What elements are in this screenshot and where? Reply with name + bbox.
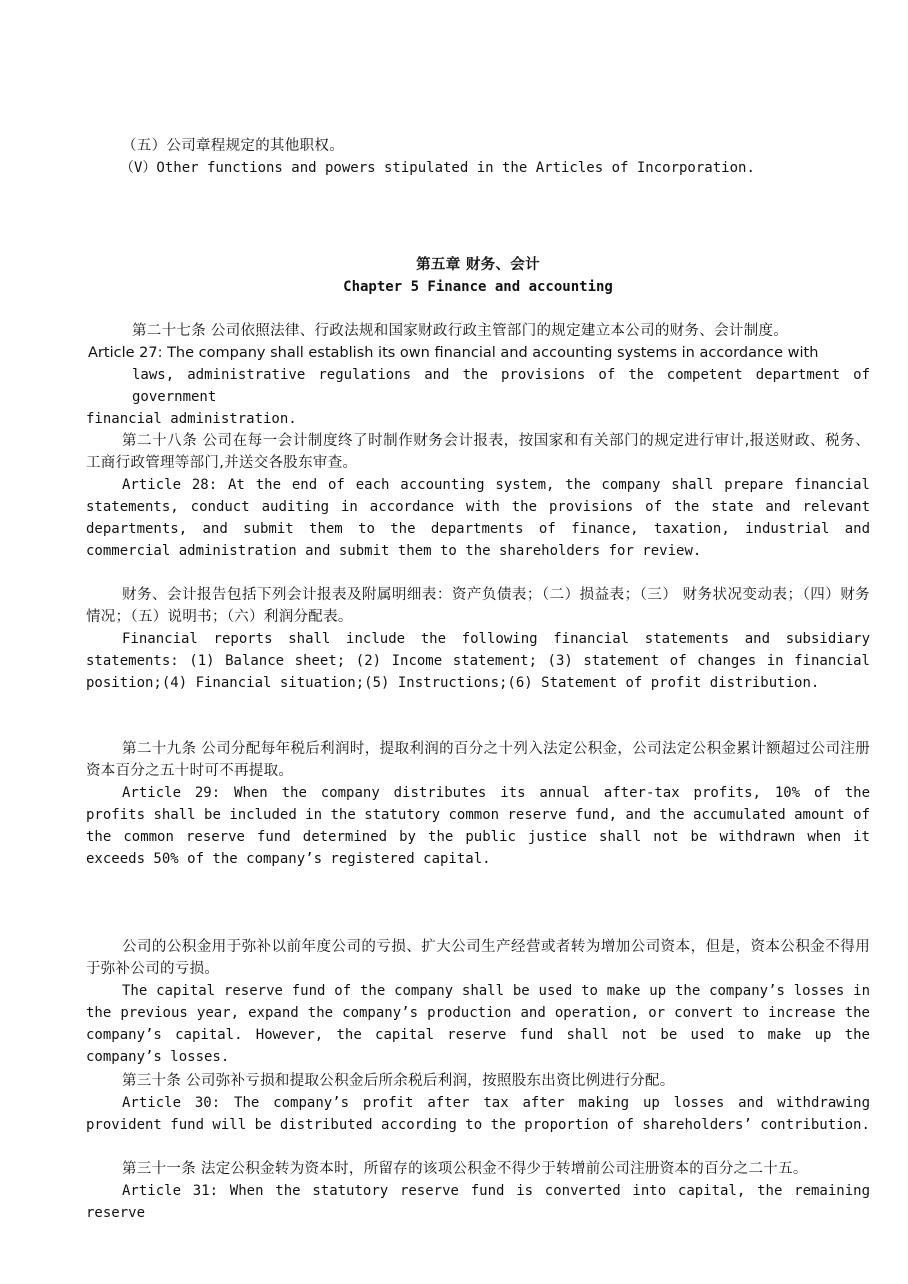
article-30-en: Article 30: The company’s profit after tax after making up losses and withdrawing provident fund will be distributed according to the proportion of shareholders’ contribution. (86, 1095, 870, 1133)
article-30 (86, 1070, 870, 1136)
article-28-en: Article 28: At the end of each accounting system, the company shall prepare financial statements, conduct auditing in accordance with the provisions of the state and relevant departments, and submit them to the departments of finance, taxation, industrial and commercial administration and submit them to the shareholders for review. (86, 477, 870, 559)
article-31-en: Article 31: When the statutory reserve fund is converted into capital, the remaining reserve (86, 1183, 870, 1221)
article-27-en-line1: Article 27: The company shall establish its own financial and accounting systems in accordance with (88, 345, 819, 361)
capital-reserve (86, 936, 870, 1068)
article-29 (86, 738, 870, 870)
article-30-cn: 第三十条 公司弥补亏损和提取公积金后所余税后利润，按照股东出资比例进行分配。 (122, 1073, 675, 1089)
article-28-cn: 第二十八条 公司在每一会计制度终了时制作财务会计报表，按国家和有关部门的规定进行审计,报送财政、税务、工商行政管理等部门,并送交各股东审查。 (86, 433, 870, 471)
article-27-cn: 第二十七条 公司依照法律、行政法规和国家财政行政主管部门的规定建立本公司的财务、会计制度。 (132, 323, 789, 339)
article-27-en-line2: laws, administrative regulations and the provisions of the competent department of government (132, 367, 870, 405)
chapter-title-cn: 第五章 财务、会计 (416, 257, 540, 273)
item-5-en: （V）Other functions and powers stipulated in the Articles of Incorporation. (120, 160, 755, 176)
article-31-cn: 第三十一条 法定公积金转为资本时，所留存的该项公积金不得少于转增前公司注册资本的百分之二十五。 (122, 1161, 808, 1177)
article-29-cn: 第二十九条 公司分配每年税后利润时，提取利润的百分之十列入法定公积金，公司法定公积金累计额超过公司注册资本百分之五十时可不再提取。 (86, 741, 870, 779)
chapter-title-en: Chapter 5 Finance and accounting (343, 279, 613, 295)
capital-reserve-en: The capital reserve fund of the company shall be used to make up the company’s losses in the previous year, expand the company’s production and operation, or convert to increase the company’s capital. However, the capital reserve fund shall not be used to make up the company’s losses. (86, 983, 870, 1065)
article-31 (86, 1158, 870, 1224)
item-5-cn: （五）公司章程规定的其他职权。 (122, 138, 344, 154)
capital-reserve-cn: 公司的公积金用于弥补以前年度公司的亏损、扩大公司生产经营或者转为增加公司资本，但是，资本公积金不得用于弥补公司的亏损。 (86, 939, 870, 977)
article-29-en: Article 29: When the company distributes its annual after-tax profits, 10% of the profits shall be included in the statutory common reserve fund, and the accumulated amount of the common reserve fund determined by the public justice shall not be withdrawn when it exceeds 50% of the company’s registered capital. (86, 785, 870, 867)
article-27 (86, 320, 870, 430)
item-5-block (86, 135, 870, 179)
financial-reports-cn: 财务、会计报告包括下列会计报表及附属明细表：资产负债表；（二）损益表；（三） 财务状况变动表；（四）财务情况；（五）说明书；（六）利润分配表。 (86, 587, 870, 625)
chapter-heading (86, 254, 870, 298)
financial-reports (86, 584, 870, 694)
article-28 (86, 430, 870, 562)
financial-reports-en: Financial reports shall include the following financial statements and subsidiary statements: (1) Balance sheet; (2) Income statement; (3) statement of changes in financial position;(4) Financial situation;(5) Instructions;(6) Statement of profit distribution. (86, 631, 870, 691)
article-27-en-line3: financial administration. (86, 411, 297, 427)
